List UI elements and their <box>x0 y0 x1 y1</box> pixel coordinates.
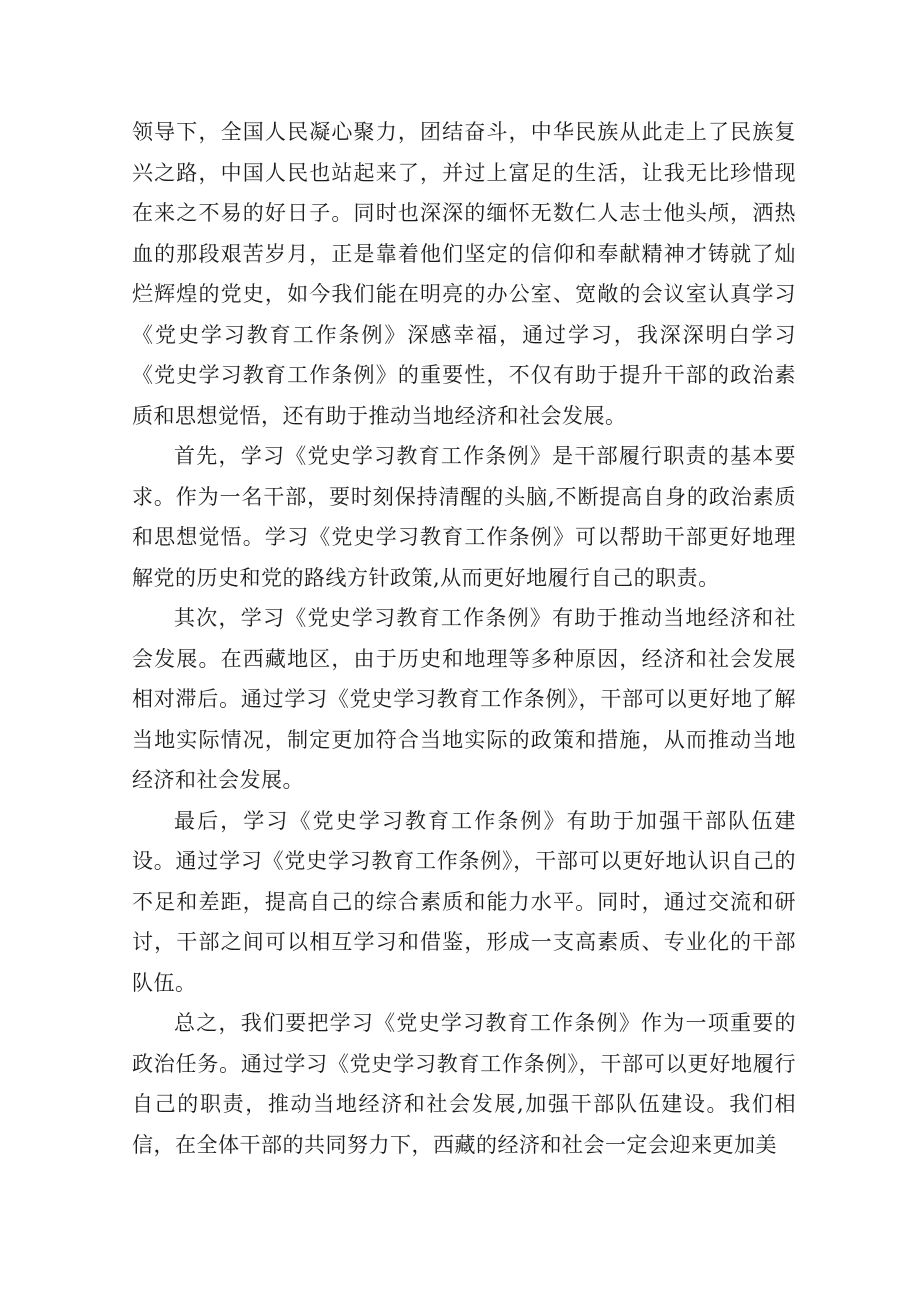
paragraph-conclusion: 总之，我们要把学习《党史学习教育工作条例》作为一项重要的政治任务。通过学习《党史学习教育工作条例》，干部可以更好地履行自己的职责，推动当地经济和社会发展,加强干部队伍建设。我们相信，在全体干部的共同努力下，西藏的经济和社会一定会迎来更加美 <box>132 1011 796 1157</box>
paragraph-last: 最后，学习《党史学习教育工作条例》有助于加强干部队伍建设。通过学习《党史学习教育工作条例》，干部可以更好地认识自己的不足和差距，提高自己的综合素质和能力水平。同时，通过交流和研讨，干部之间可以相互学习和借鉴，形成一支高素质、专业化的干部队伍。 <box>132 808 796 995</box>
paragraph-second: 其次，学习《党史学习教育工作条例》有助于推动当地经济和社会发展。在西藏地区，由于历史和地理等多种原因，经济和社会发展相对滞后。通过学习《党史学习教育工作条例》，干部可以更好地了解当地实际情况，制定更加符合当地实际的政策和措施，从而推动当地经济和社会发展。 <box>132 606 796 792</box>
paragraph-continuation: 领导下，全国人民凝心聚力，团结奋斗，中华民族从此走上了民族复兴之路，中国人民也站起来了，并过上富足的生活，让我无比珍惜现在来之不易的好日子。同时也深深的缅怀无数仁人志士他头颅，洒热血的那段艰苦岁月，正是靠着他们坚定的信仰和奉献精神才铸就了灿烂辉煌的党史，如今我们能在明亮的办公室、宽敞的会议室认真学习《党史学习教育工作条例》深感幸福，通过学习，我深深明白学习《党史学习教育工作条例》的重要性，不仅有助于提升干部的政治素质和思想觉悟，还有助于推动当地经济和社会发展。 <box>132 120 796 428</box>
paragraph-first: 首先，学习《党史学习教育工作条例》是干部履行职责的基本要求。作为一名干部，要时刻保持清醒的头脑,不断提高自身的政治素质和思想觉悟。学习《党史学习教育工作条例》可以帮助干部更好地理解党的历史和党的路线方针政策,从而更好地履行自己的职责。 <box>132 444 796 590</box>
document-body <box>132 112 796 1165</box>
